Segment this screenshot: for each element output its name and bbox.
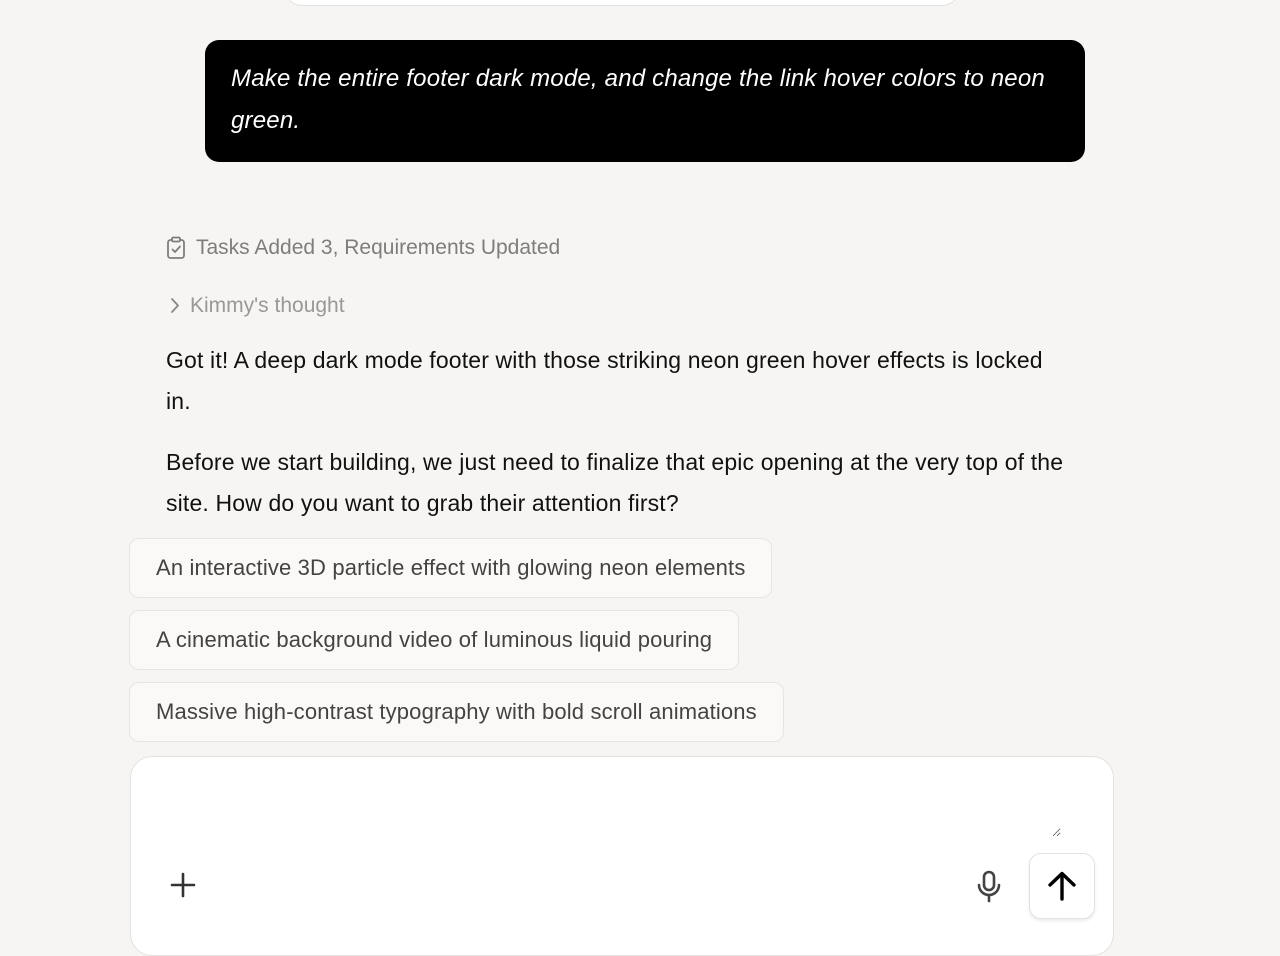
voice-input-button[interactable] [973, 869, 1005, 905]
add-attachment-button[interactable] [167, 869, 199, 901]
message-input[interactable] [161, 777, 1061, 837]
suggestion-option-label: Massive high-contrast typography with bold scroll animations [156, 699, 757, 724]
send-button[interactable] [1029, 853, 1095, 919]
message-composer [130, 756, 1114, 956]
task-status-row [165, 232, 560, 264]
suggestion-option[interactable] [129, 538, 772, 598]
assistant-paragraph: Got it! A deep dark mode footer with those striking neon green hover effects is locked in. [166, 347, 1043, 414]
suggestion-option[interactable] [129, 610, 739, 670]
suggestion-option-label: An interactive 3D particle effect with glowing neon elements [156, 555, 746, 580]
thought-toggle-label: Kimmy's thought [190, 294, 345, 317]
task-status-label: Tasks Added 3, Requirements Updated [196, 236, 561, 259]
chevron-right-icon [166, 296, 184, 316]
microphone-icon [975, 870, 1003, 904]
thought-toggle[interactable] [166, 290, 345, 322]
previous-message-card [284, 0, 960, 6]
plus-icon [169, 871, 197, 899]
suggestion-option[interactable] [129, 682, 784, 742]
suggestion-option-label: A cinematic background video of luminous liquid pouring [156, 627, 713, 652]
arrow-up-icon [1046, 870, 1078, 902]
assistant-paragraph: Before we start building, we just need to finalize that epic opening at the very top of the site. How do you want to grab their attention first? [166, 449, 1064, 516]
user-message-bubble [205, 40, 1085, 162]
clipboard-check-icon [165, 236, 187, 260]
user-message-text: Make the entire footer dark mode, and change the link hover colors to neon green. [231, 65, 1045, 134]
